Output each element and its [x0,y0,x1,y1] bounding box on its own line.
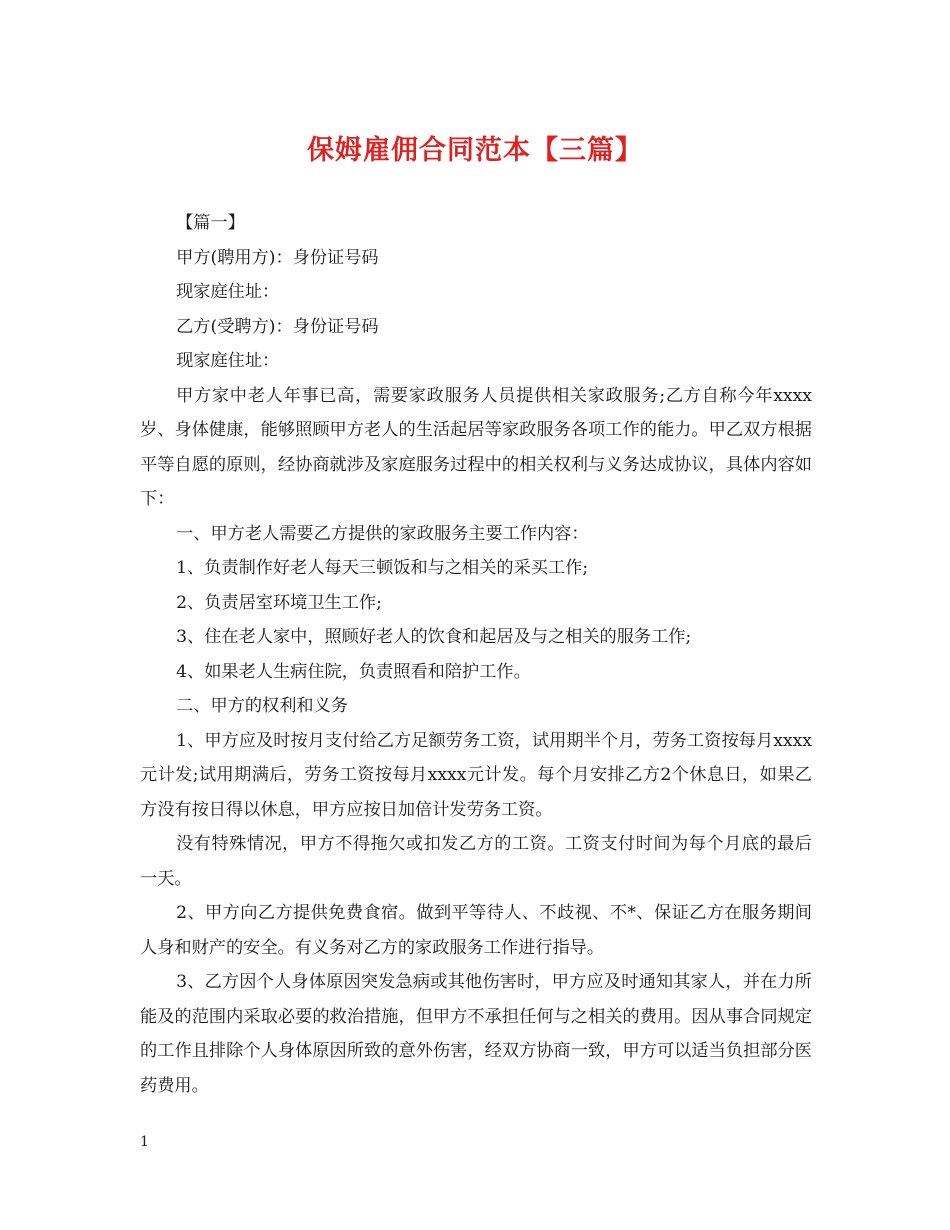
party-a-line: 甲方(聘用方)：身份证号码 [176,247,379,268]
document-title: 保姆雇佣合同范本【三篇】 [307,135,643,166]
clause-heading: 二、甲方的权利和义务 [176,696,348,716]
clause-paragraph: 3、乙方因个人身体原因突发急病或其他伤害时，甲方应及时通知其家人，并在力所能及的范围内采取必要的救治措施，但甲方不承担任何与之相关的费用。因从事合同规定的工作且排除个人身体原因所致的意外伤害，经双方协商一致，甲方可以适当负担部分医药费用。 [140,972,812,1096]
clause-paragraph: 1、甲方应及时按月支付给乙方足额劳务工资，试用期半个月，劳务工资按每月xxxx元计发;试用期满后，劳务工资按每月xxxx元计发。每个月安排乙方2个休息日，如果乙方没有按日得以休息，甲方应按日加倍计发劳务工资。 [140,730,812,820]
clause-item: 4、如果老人生病住院，负责照看和陪护工作。 [176,661,531,682]
clause-item: 3、住在老人家中，照顾好老人的饮食和起居及与之相关的服务工作; [176,627,692,647]
page-number: 1 [140,1134,149,1150]
clause-heading: 一、甲方老人需要乙方提供的家政服务主要工作内容： [176,523,589,544]
party-b-line: 乙方(受聘方)：身份证号码 [176,316,379,337]
clause-item: 2、负责居室环境卫生工作; [176,592,382,613]
party-a-address: 现家庭住址： [176,282,280,302]
party-b-address: 现家庭住址： [176,351,280,371]
section-heading: 【篇一】 [176,213,245,233]
clause-paragraph: 2、甲方向乙方提供免费食宿。做到平等待人、不歧视、不*、保证乙方在服务期间人身和财产的安全。有义务对乙方的家政服务工作进行指导。 [140,903,812,958]
clause-item: 1、负责制作好老人每天三顿饭和与之相关的采买工作; [176,558,589,578]
clause-paragraph: 没有特殊情况，甲方不得拖欠或扣发乙方的工资。工资支付时间为每个月底的最后一天。 [140,834,812,889]
preamble-paragraph: 甲方家中老人年事已高，需要家政服务人员提供相关家政服务;乙方自称今年xxxx岁、身体健康，能够照顾甲方老人的生活起居等家政服务各项工作的能力。甲乙双方根据平等自愿的原则，经协商就涉及家庭服务过程中的相关权利与义务达成协议，具体内容如下： [140,385,812,509]
document-body [140,206,812,1103]
